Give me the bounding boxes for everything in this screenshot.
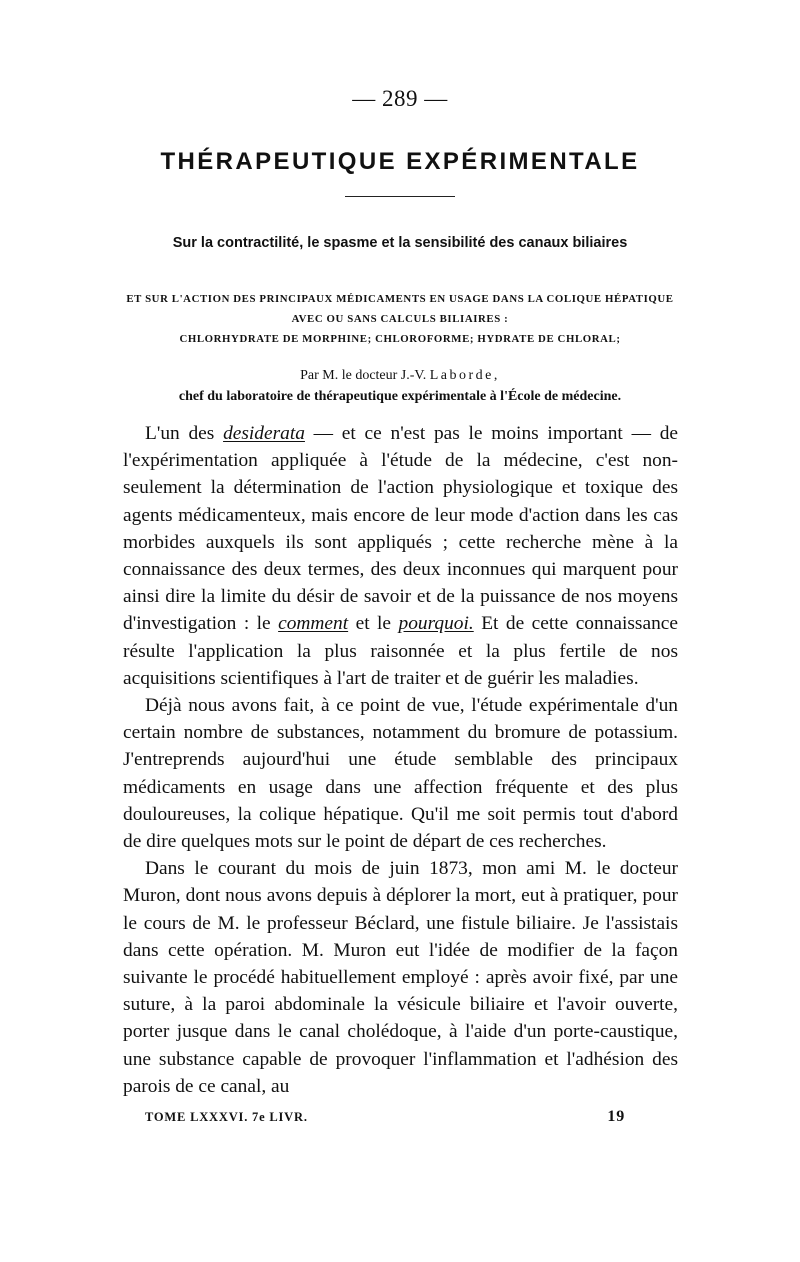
emphasis-pourquoi: pourquoi.	[398, 613, 474, 635]
byline-author: Laborde,	[429, 368, 500, 383]
byline	[110, 366, 690, 386]
volume-signature: TOME LXXXVI. 7e LIVR.	[145, 1110, 308, 1124]
emphasis-desiderata: desiderata	[223, 423, 305, 444]
article-subtitle-line-2: AVEC OU SANS CALCULS BILIAIRES :	[291, 313, 509, 325]
page-number: — 289 —	[352, 86, 448, 111]
paragraph-1-text-d: Et de cette connaissance résulte l'application la plus raisonnée et la plus fertile de nos acquisitions scientifiques à l'art de traiter et de guérir les maladies.	[123, 613, 678, 689]
paragraph-1	[123, 420, 678, 692]
emphasis-comment: comment	[278, 613, 349, 635]
article-subtitle-line-3: CHLORHYDRATE DE MORPHINE; CHLOROFORME; HYDRATE DE CHLORAL;	[179, 333, 621, 345]
sheet-number: 19	[607, 1108, 625, 1125]
section-title: THÉRAPEUTIQUE EXPÉRIMENTALE	[160, 148, 640, 175]
author-affiliation: chef du laboratoire de thérapeutique expérimentale à l'École de médecine.	[178, 389, 622, 404]
body-text	[123, 420, 678, 1100]
paragraph-1-text-c: et le	[348, 613, 399, 635]
paragraph-2: Déjà nous avons fait, à ce point de vue, l'étude expérimentale d'un certain nombre de substances, notamment du bromure de potassium. J'entreprends aujourd'hui une étude semblable des principaux médicaments en usage dans une affection fréquente et des plus douloureuses, la colique hépatique. Qu'il me soit permis tout d'abord de dire quelques mots sur le point de départ de ces recherches.	[123, 695, 678, 853]
article-subtitle-line-1: ET SUR L'ACTION DES PRINCIPAUX MÉDICAMENTS EN USAGE DANS LA COLIQUE HÉPATIQUE	[126, 293, 674, 305]
page-footer	[145, 1110, 625, 1130]
paragraph-3: Dans le courant du mois de juin 1873, mon ami M. le docteur Muron, dont nous avons depuis à déplorer la mort, eut à pratiquer, pour le cours de M. le professeur Béclard, une fistule biliaire. Je l'assistais dans cette opération. M. Muron eut l'idée de modifier de la façon suivante le procédé habituellement employé : après avoir fixé, par une suture, à la paroi abdominale la vésicule biliaire et l'avoir ouverte, porter jusque dans le canal cholédoque, à l'aide d'un porte-caustique, une substance capable de provoquer l'inflammation et l'adhésion des parois de ce canal, au	[123, 858, 678, 1097]
byline-prefix: Par M. le docteur J.-V.	[300, 368, 430, 383]
article-title: Sur la contractilité, le spasme et la sensibilité des canaux biliaires	[172, 235, 628, 251]
title-rule	[345, 196, 455, 197]
paragraph-1-text-a: L'un des	[145, 423, 224, 444]
paragraph-1-text-b: — et ce n'est pas le moins important — de l'expérimentation appliquée à l'étude de la médecine, c'est non-seulement la détermination de l'action physiologique et toxique des agents médicamenteux, mais encore de leur mode d'action dans les cas morbides auxquels ils sont appliqués ; cette recherche mène à la connaissance des deux termes, des deux inconnues qui marquent pour ainsi dire la limite du désir de savoir et de la puissance de nos moyens d'investigation : le	[123, 423, 678, 635]
